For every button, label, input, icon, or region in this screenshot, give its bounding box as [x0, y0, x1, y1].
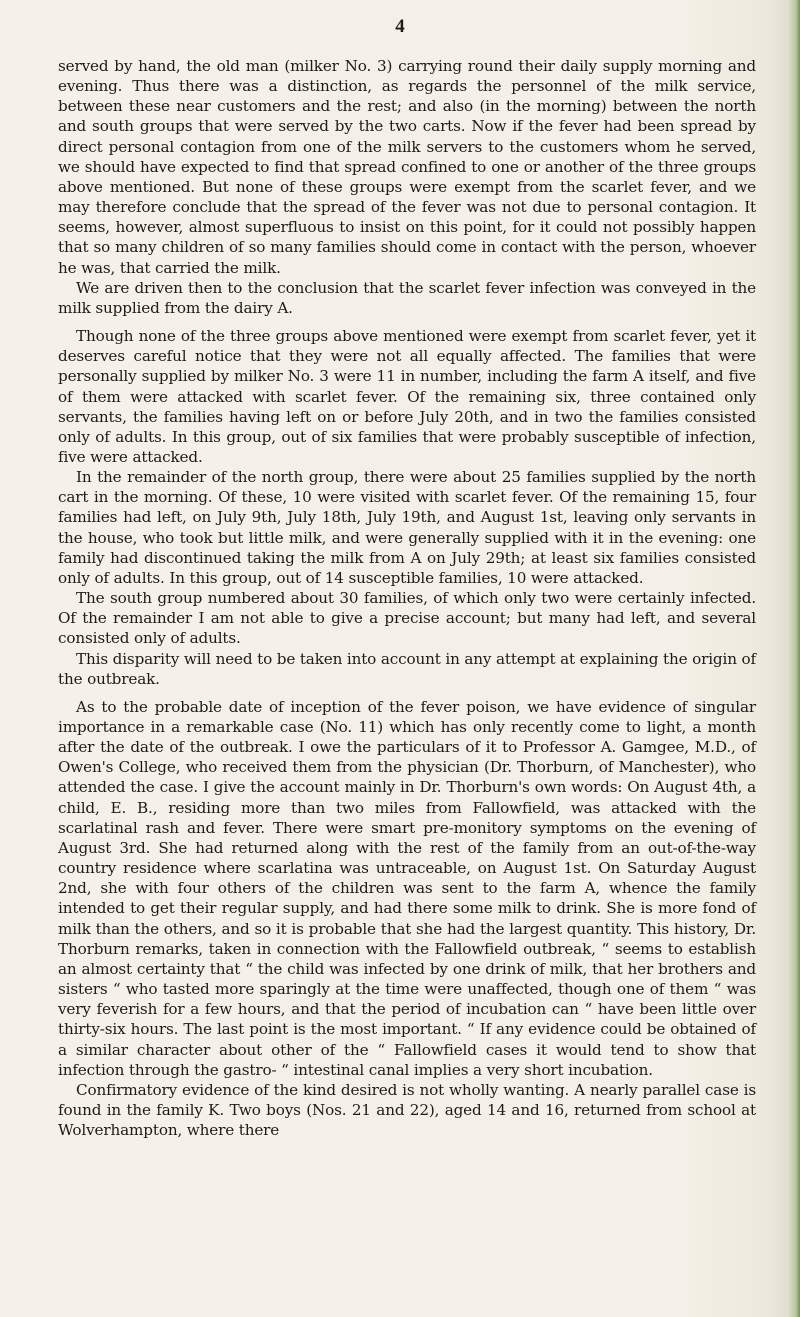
paragraph: Though none of the three groups above mentioned were exempt from scarlet fever, yet it deserves careful notice that they were not all equally affected. The families that were personally supplied by milker No. 3 were 11 in number, including the farm A itself, and five of them were attacked with scarlet fever. Of the remaining six, three contained only servants, the families having left on or before July 20th, and in two the families consisted only of adults. In this group, out of six families that were probably susceptible of infection, five were attacked. — [58, 327, 756, 466]
paragraph: In the remainder of the north group, there were about 25 families supplied by the north cart in the morning. Of these, 10 were visited with scarlet fever. Of the remaining 15, four families had left, on July 9th, July 18th, July 19th, and August 1st, leaving only servants in the house, who took but little milk, and were generally supplied with it in the evening: one family had discontinued taking the milk from A on July 29th; at least six families consisted only of adults. In this group, out of 14 susceptible families, 10 were attacked. — [58, 468, 756, 587]
paragraph: We are driven then to the conclusion that the scarlet fever infection was conveyed in the milk supplied from the dairy A. — [58, 278, 756, 317]
paragraph: Confirmatory evidence of the kind desired is not wholly wanting. A nearly parallel case is found in the family K. Two boys (Nos. 21 and 22), aged 14 and 16, returned from school at Wolverhampton, where there — [58, 1080, 756, 1140]
paragraph: As to the probable date of inception of the fever poison, we have evidence of singular importance in a remarkable case (No. 11) which has only recently come to light, a month after the date of the outbreak. I owe the particulars of it to Professor A. Gamgee, M.D., of Owen's College, who received them from the physician (Dr. Thorburn, of Manchester), who attended the case. I give the account mainly in Dr. Thorburn's own words: On August 4th, a child, E. B., residing more than two miles from Fallowfield, was attacked with the scarlatinal rash and fever. There were smart pre-monitory symptoms on the evening of August 3rd. She had returned along with the rest of the family from an out-of-the-way country residence where scarlatina was untraceable, on August 1st. On Saturday August 2nd, she with four others of the children was sent to the farm A, whence the family intended to get their regular supply, and had there some milk to drink. She is more fond of milk than the others, and so it is probable that she had the largest quantity. This history, Dr. Thorburn remarks, taken in connection with the Fallowfield outbreak, “ seems to establish an almost certainty that “ the child was infected by one drink of milk, that her brothers and sisters “ who tasted more sparingly at the time were unaffected, though one of them “ was very feverish for a few hours, and that the period of incubation can “ have been little over thirty-six hours. The last point is the most important. “ If any evidence could be obtained of a similar character about other of the “ Fallowfield cases it would tend to show that infection through the gastro- “ intestinal canal implies a very short incubation. — [58, 697, 756, 1079]
page-number: 4 — [395, 16, 405, 37]
paragraph: served by hand, the old man (milker No. 3) carrying round their daily supply morning and evening. Thus there was a distinction, as regards the personnel of the milk service, between these near customers and the rest; and also (in the morning) between the north and south groups that were served by the two carts. Now if the fever had been spread by direct personal contagion from one of the milk servers to the customers whom he served, we should have expected to find that spread confined to one or another of the three groups above mentioned. But none of these groups were exempt from the scarlet fever, and we may therefore conclude that the spread of the fever was not due to personal contagion. It seems, however, almost superfluous to insist on this point, for it could not possibly happen that so many children of so many families should come in contact with the person, whoever he was, that carried the milk. — [58, 57, 756, 277]
body-text — [58, 56, 756, 1140]
page-edge — [786, 0, 800, 1317]
paragraph: This disparity will need to be taken into account in any attempt at explaining the origin of the outbreak. — [58, 649, 756, 688]
paragraph: The south group numbered about 30 families, of which only two were certainly infected. Of the remainder I am not able to give a precise account; but many had left, and several consisted only of adults. — [58, 589, 756, 648]
